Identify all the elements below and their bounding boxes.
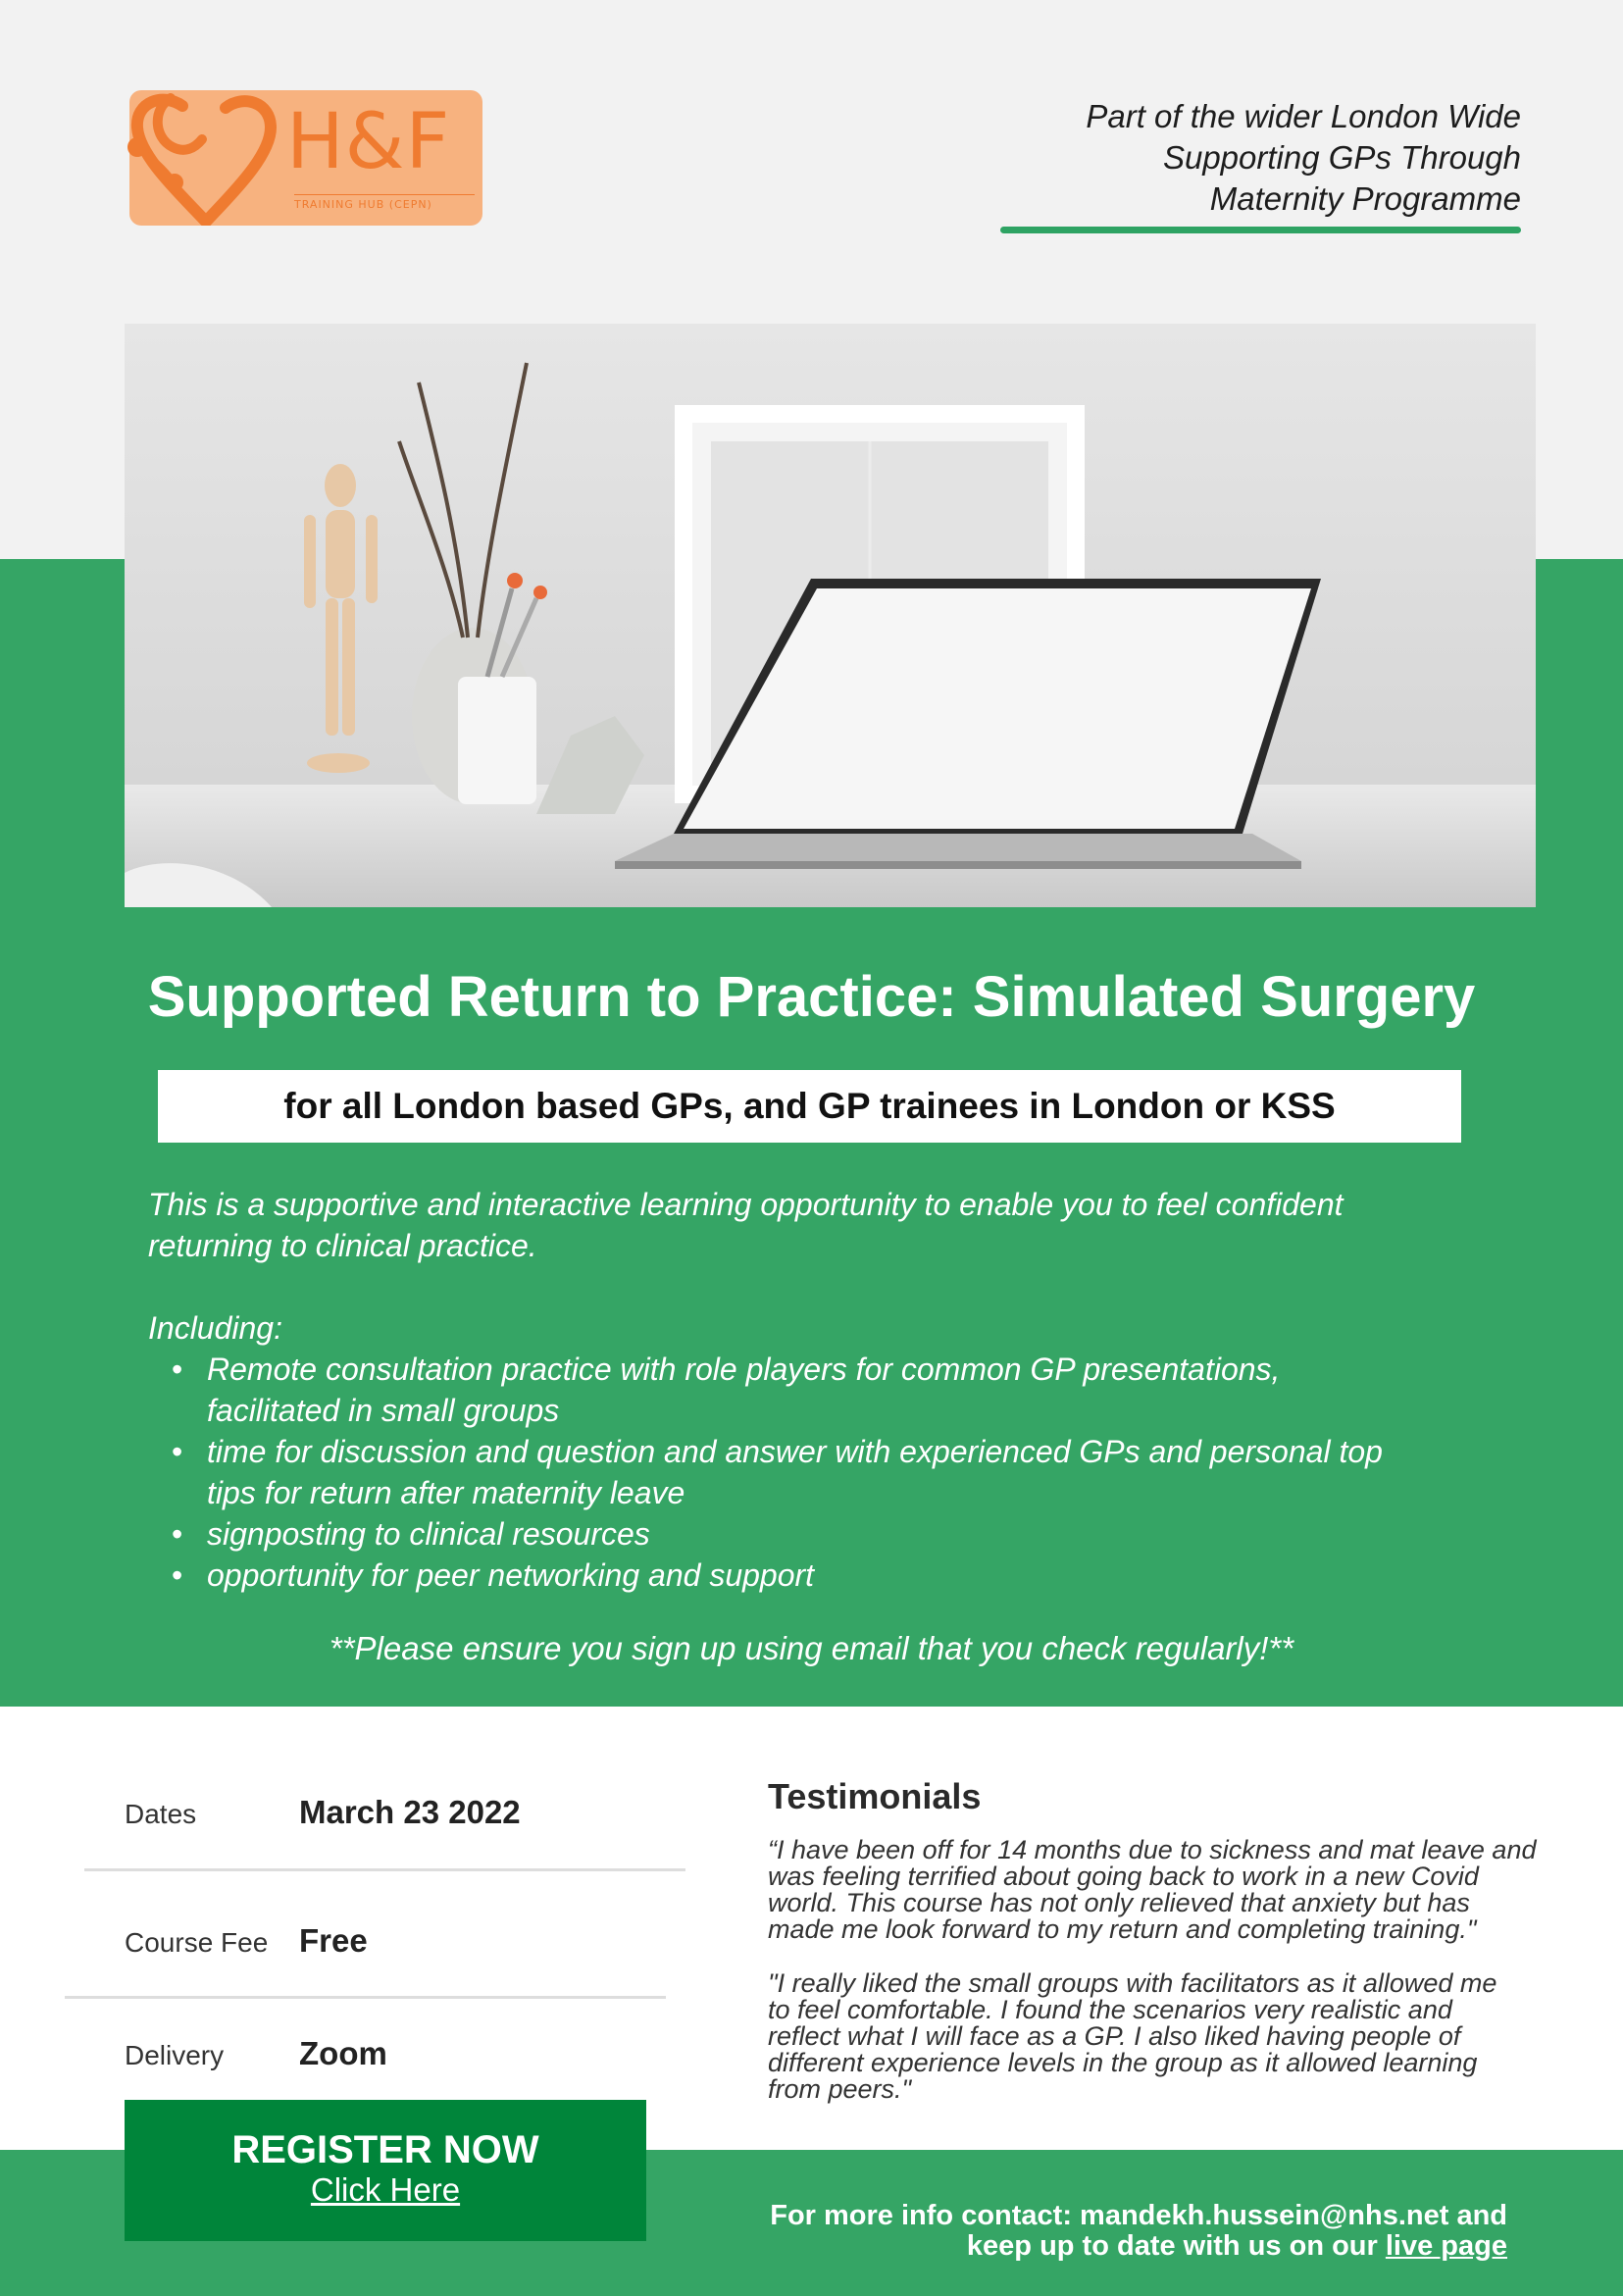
dates-row bbox=[125, 1794, 521, 1831]
contact-info bbox=[686, 2201, 1507, 2262]
page-title: Supported Return to Practice: Simulated Surgery bbox=[147, 965, 1476, 1029]
programme-tagline bbox=[972, 96, 1521, 220]
register-now-button[interactable] bbox=[125, 2100, 646, 2241]
audience-banner: for all London based GPs, and GP trainees in London or KSS bbox=[158, 1070, 1461, 1143]
intro-section bbox=[148, 1184, 1541, 1596]
dates-label: Dates bbox=[125, 1799, 197, 1829]
delivery-label: Delivery bbox=[125, 2040, 225, 2070]
list-item-line: • Remote consultation practice with role players for common GP presentations, bbox=[207, 1352, 1281, 1387]
quote-line: different experience levels in the group as it allowed learning bbox=[768, 2048, 1478, 2077]
list-item-line: • signposting to clinical resources bbox=[207, 1516, 650, 1552]
quote-line: world. This course has not only relieved that anxiety but has bbox=[768, 1888, 1470, 1917]
contact-prefix: keep up to date with us on our bbox=[966, 2230, 1386, 2262]
list-item bbox=[170, 1431, 1541, 1513]
register-title: REGISTER NOW bbox=[231, 2128, 539, 2171]
divider bbox=[65, 1996, 666, 1999]
programme-underline bbox=[1000, 227, 1521, 233]
list-item bbox=[170, 1513, 1541, 1555]
quote-line: from peers." bbox=[768, 2074, 912, 2104]
programme-line: Maternity Programme bbox=[1209, 180, 1521, 217]
programme-line: Supporting GPs Through bbox=[1162, 139, 1521, 176]
delivery-value: Zoom bbox=[299, 2035, 387, 2071]
list-item-line: • time for discussion and question and answer with experienced GPs and personal top bbox=[207, 1434, 1383, 1469]
quote-line: was feeling terrified about going back to work in a new Covid bbox=[768, 1862, 1479, 1891]
list-item-line: facilitated in small groups bbox=[207, 1393, 560, 1428]
delivery-row bbox=[125, 2035, 387, 2072]
list-item bbox=[170, 1349, 1541, 1431]
hero-image bbox=[125, 324, 1536, 907]
testimonials-heading: Testimonials bbox=[768, 1776, 982, 1816]
features-list bbox=[170, 1349, 1541, 1596]
heart-stethoscope-icon bbox=[124, 88, 290, 226]
contact-line bbox=[686, 2231, 1507, 2262]
dates-value: March 23 2022 bbox=[299, 1794, 521, 1830]
click-here-link[interactable]: Click Here bbox=[310, 2171, 461, 2208]
list-item bbox=[170, 1555, 1541, 1596]
testimonial-quote bbox=[768, 1837, 1572, 1943]
testimonial-quote bbox=[768, 1970, 1572, 2103]
contact-line: For more info contact: mandekh.hussein@nhs.net and bbox=[770, 2200, 1507, 2231]
intro-line: This is a supportive and interactive learning opportunity to enable you to feel confident bbox=[148, 1187, 1344, 1222]
email-note: **Please ensure you sign up using email that you check regularly!** bbox=[329, 1630, 1294, 1666]
list-item-line: • opportunity for peer networking and support bbox=[207, 1557, 815, 1593]
workspace-photo-icon bbox=[125, 324, 1536, 907]
programme-line: Part of the wider London Wide bbox=[1086, 98, 1521, 134]
quote-line: “I have been off for 14 months due to sickness and mat leave and bbox=[768, 1835, 1537, 1864]
logo-wordmark: H&F bbox=[286, 98, 451, 186]
divider bbox=[84, 1868, 685, 1871]
intro-line: returning to clinical practice. bbox=[148, 1228, 537, 1263]
live-page-link[interactable]: live page bbox=[1385, 2230, 1507, 2262]
including-label: Including: bbox=[148, 1310, 282, 1346]
quote-line: to feel comfortable. I found the scenarios very realistic and bbox=[768, 1995, 1452, 2024]
logo-subtitle: TRAINING HUB (CEPN) bbox=[294, 194, 475, 211]
quote-line: made me look forward to my return and completing training." bbox=[768, 1914, 1477, 1944]
course-fee-value: Free bbox=[299, 1922, 368, 1959]
list-item-line: tips for return after maternity leave bbox=[207, 1475, 685, 1510]
hf-training-hub-logo bbox=[129, 90, 482, 226]
course-fee-row bbox=[125, 1922, 368, 1960]
course-fee-label: Course Fee bbox=[125, 1927, 269, 1958]
quote-line: "I really liked the small groups with facilitators as it allowed me bbox=[768, 1968, 1497, 1998]
quote-line: reflect what I will face as a GP. I also liked having people of bbox=[768, 2021, 1461, 2051]
